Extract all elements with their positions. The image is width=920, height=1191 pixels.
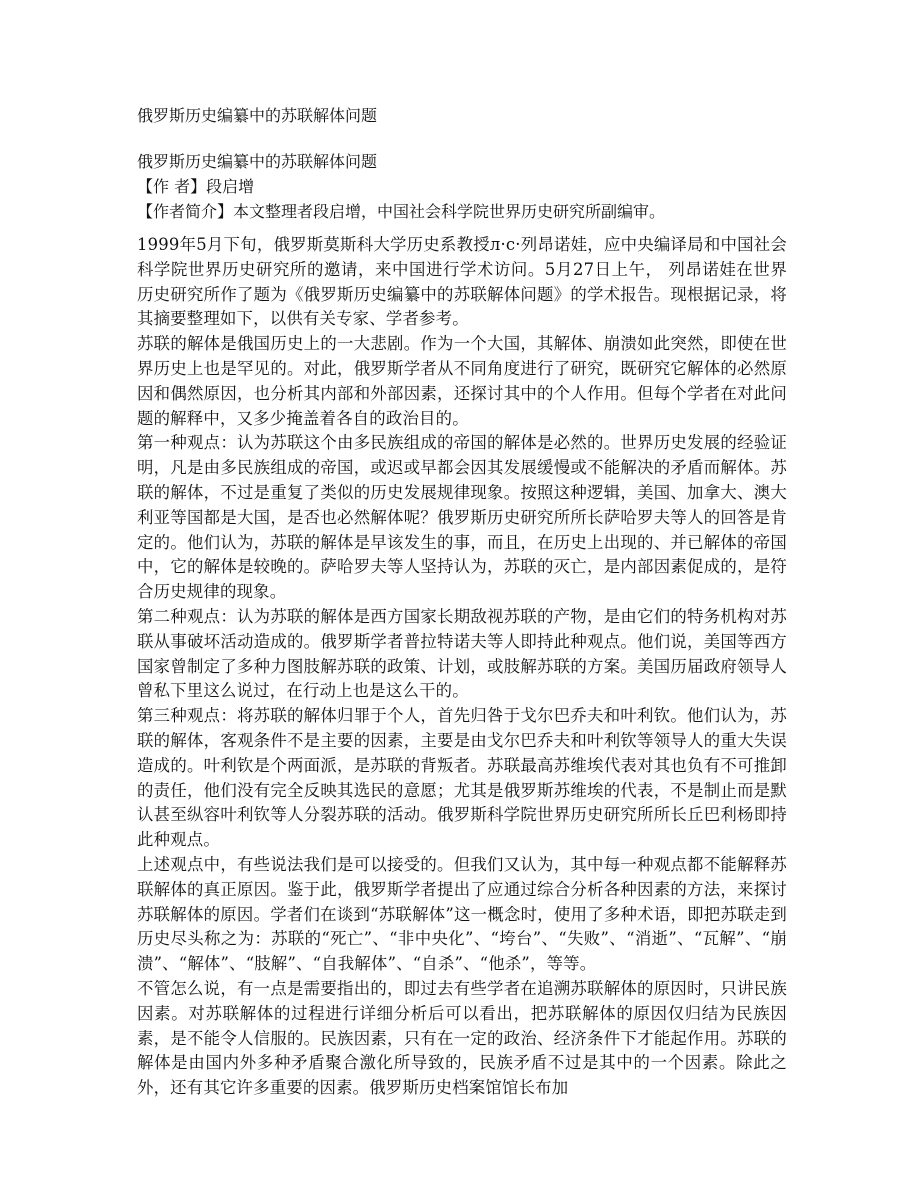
paragraph: 第三种观点：将苏联的解体归罪于个人，首先归咎于戈尔巴乔夫和叶利钦。他们认为，苏联的解体，客观条件不是主要的因素，主要是由戈尔巴乔夫和叶利钦等领导人的重大失误造成的。叶利钦是个两面派，是苏联的背叛者。苏联最高苏维埃代表对其也负有不可推卸的责任，他们没有完全反映其选民的意愿；尤其是俄罗斯苏维埃的代表，不是制止而是默认甚至纵容叶利钦等人分裂苏联的活动。俄罗斯科学院世界历史研究所所长丘巴利杨即持此种观点。 — [137, 706, 787, 850]
article-title: 俄罗斯历史编纂中的苏联解体问题 — [137, 152, 378, 171]
paragraph: 上述观点中，有些说法我们是可以接受的。但我们又认为，其中每一种观点都不能解释苏联解体的真正原因。鉴于此，俄罗斯学者提出了应通过综合分析各种因素的方法，来探讨苏联解体的原因。学者们在谈到“苏联解体”这一概念时，使用了多种术语，即把苏联走到历史尽头称之为：苏联的“死亡”、“非中央化”、“垮台”、“失败”、“消逝”、“瓦解”、“崩溃”、“解体”、“肢解”、“自我解体”、“自杀”、“他杀”，等等。 — [137, 854, 787, 974]
paragraph: 1999年5月下旬，俄罗斯莫斯科大学历史系教授л·с·列昂诺娃，应中央编译局和中国社会科学院世界历史研究所的邀请，来中国进行学术访问。5月27日上午， 列昂诺娃在世界历史研究所作了题为《俄罗斯历史编纂中的苏联解体问题》的学术报告。现根据记录，将其摘要整理如下，以供有关专家、学者参考。 — [137, 235, 787, 329]
author-line: 【作 者】段启增 — [137, 177, 255, 196]
article-header — [137, 149, 787, 224]
paragraph: 苏联的解体是俄国历史上的一大悲剧。作为一个大国，其解体、崩溃如此突然，即使在世界历史上也是罕见的。对此，俄罗斯学者从不同角度进行了研究，既研究它解体的必然原因和偶然原因，也分析其内部和外部因素，还探讨其中的个人作用。但每个学者在对此问题的解释中，又多少掩盖着各自的政治目的。 — [137, 334, 787, 428]
author-intro: 【作者简介】本文整理者段启增，中国社会科学院世界历史研究所副编审。 — [137, 202, 666, 221]
article-body — [137, 233, 787, 1101]
paragraph: 不管怎么说，有一点是需要指出的，即过去有些学者在追溯苏联解体的原因时，只讲民族因素。对苏联解体的过程进行详细分析后可以看出，把苏联解体的原因仅归结为民族因素，是不能令人信服的。民族因素，只有在一定的政治、经济条件下才能起作用。苏联的解体是由国内外多种矛盾聚合激化所导致的，民族矛盾不过是其中的一个因素。除此之外，还有其它许多重要的因素。俄罗斯历史档案馆馆长布加 — [137, 978, 787, 1098]
paragraph: 第一种观点：认为苏联这个由多民族组成的帝国的解体是必然的。世界历史发展的经验证明，凡是由多民族组成的帝国，或迟或早都会因其发展缓慢或不能解决的矛盾而解体。苏联的解体，不过是重复了类似的历史发展规律现象。按照这种逻辑，美国、加拿大、澳大利亚等国都是大国，是否也必然解体呢？俄罗斯历史研究所所长萨哈罗夫等人的回答是肯定的。他们认为，苏联的解体是早该发生的事，而且，在历史上出现的、并已解体的帝国中，它的解体是较晚的。萨哈罗夫等人坚持认为，苏联的灭亡，是内部因素促成的，是符合历史规律的现象。 — [137, 433, 787, 602]
page-title: 俄罗斯历史编纂中的苏联解体问题 — [137, 106, 378, 125]
paragraph: 第二种观点：认为苏联的解体是西方国家长期敌视苏联的产物，是由它们的特务机构对苏联从事破坏活动造成的。俄罗斯学者普拉特诺夫等人即持此种观点。他们说，美国等西方国家曾制定了多种力图肢解苏联的政策、计划，或肢解苏联的方案。美国历届政府领导人曾私下里这么说过，在行动上也是这么干的。 — [137, 606, 787, 701]
